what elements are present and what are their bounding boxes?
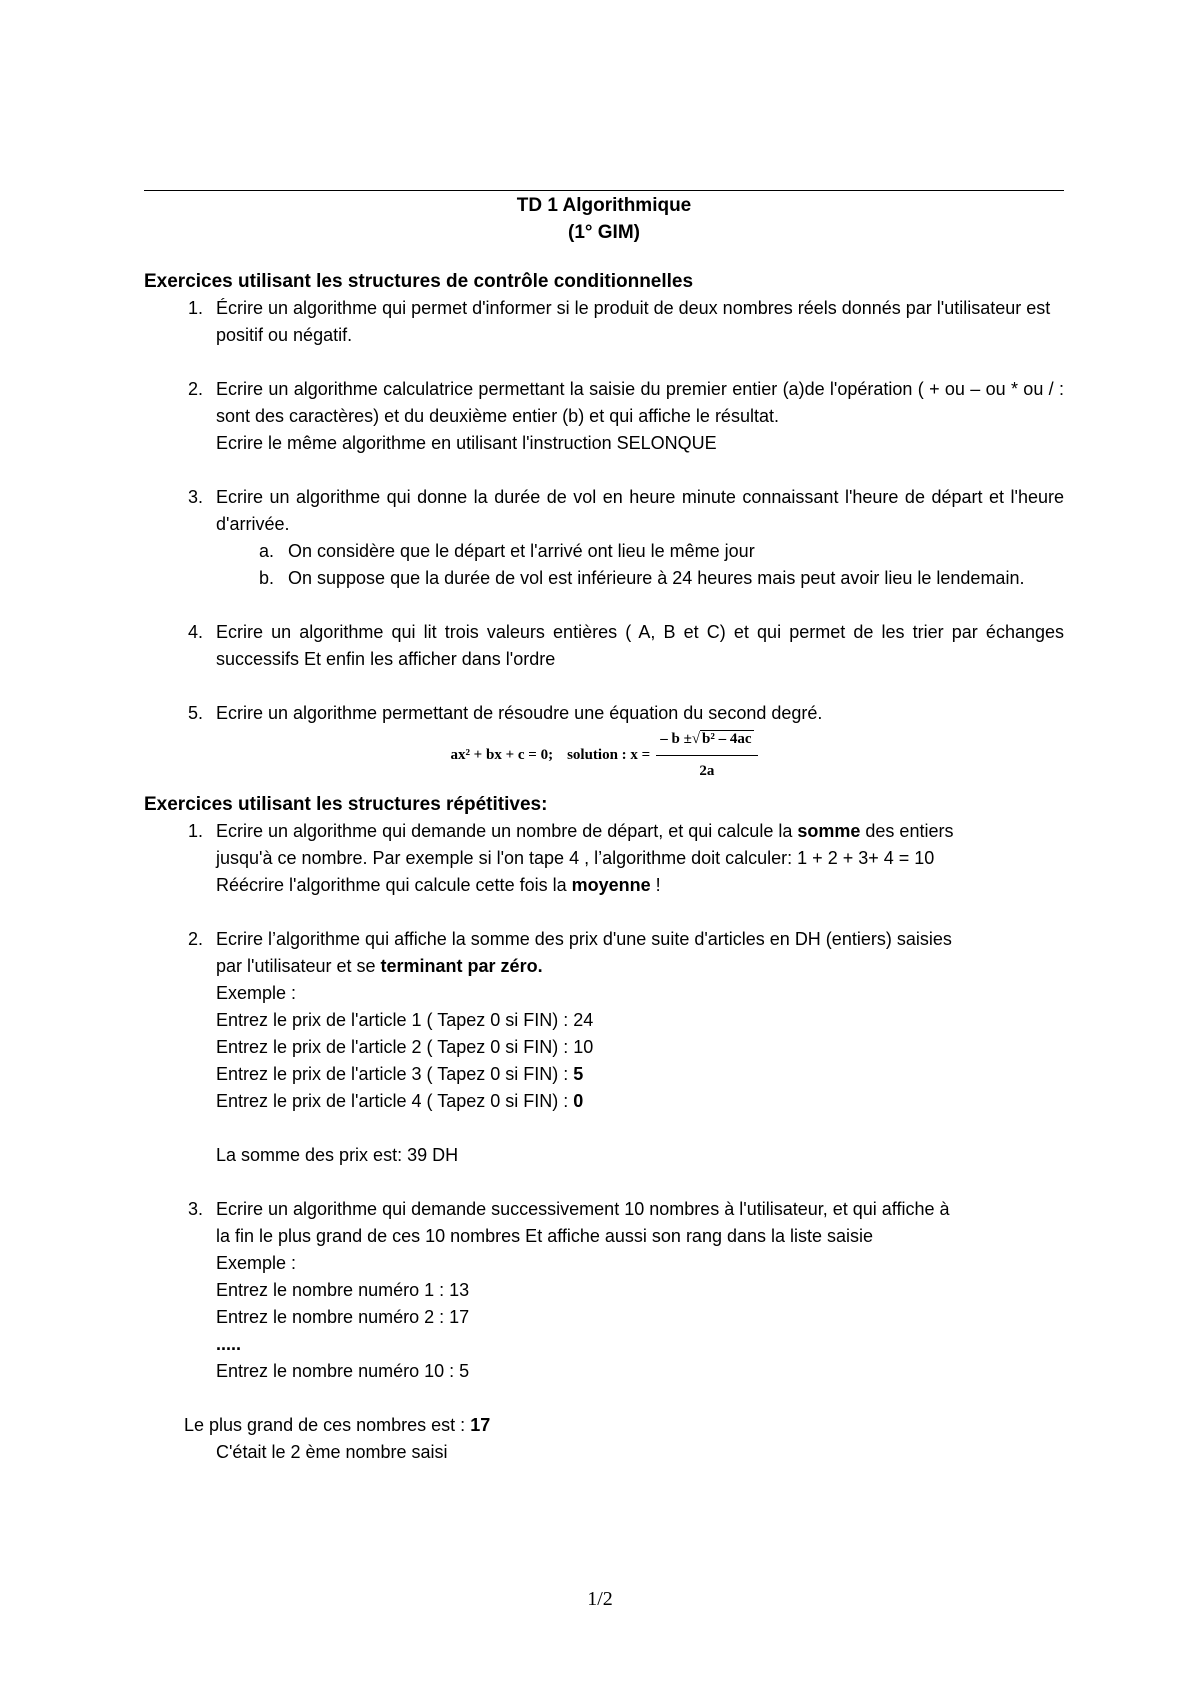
example-line: Entrez le prix de l'article 4 ( Tapez 0 si FIN) : 0 <box>216 1091 584 1111</box>
bold-text: terminant par zéro <box>380 956 538 976</box>
exercise-number: 1. <box>187 298 203 318</box>
exercise-number: 3. <box>187 487 203 507</box>
exercise-text: Ecrire un algorithme qui lit trois valeurs entières ( A, B et C) et qui permet de les trier par échanges successifs Et enfin les afficher dans l'ordre <box>216 622 1064 669</box>
exercise-text: la fin le plus grand de ces 10 nombres Et affiche aussi son rang dans la liste saisie <box>216 1226 874 1246</box>
example-result-rank: C'était le 2 ème nombre saisi <box>216 1442 448 1462</box>
exercise-2-2 <box>144 926 1064 1169</box>
example-result-max: Le plus grand de ces nombres est : 17 <box>184 1415 491 1435</box>
section-heading-conditional: Exercices utilisant les structures de contrôle conditionnelles <box>144 271 694 292</box>
document-subtitle: (1° GIM) <box>568 222 640 243</box>
example-line: Entrez le prix de l'article 1 ( Tapez 0 si FIN) : 24 <box>216 1010 594 1030</box>
subitem-label: b. <box>258 568 274 588</box>
exercise-1-3 <box>144 484 1064 592</box>
example-label: Exemple : <box>216 983 297 1003</box>
formula-fraction: $\frac{\text{– b ±√ b² – 4ac}}{2a}$ <box>656 726 757 785</box>
exercise-text: Ecrire un algorithme qui donne la durée de vol en heure minute connaissant l'heure de départ et l'heure d'arrivée. <box>216 487 1064 534</box>
bold-text: somme <box>797 821 861 841</box>
exercise-text: Ecrire un algorithme calculatrice permettant la saisie du premier entier (a)de l'opération ( + ou – ou * ou / : sont des caractères) et du deuxième entier (b) et qui affiche le résultat. <box>216 379 1064 426</box>
formula-solution-label: solution : x = <box>567 746 651 763</box>
subitem-b <box>216 565 1064 592</box>
text-fragment: . <box>537 956 543 976</box>
exercise-number: 2. <box>187 929 203 949</box>
bold-text: moyenne <box>571 875 651 895</box>
text-fragment: Ecrire un algorithme qui demande un nombre de départ, et qui calcule la <box>216 821 793 841</box>
exercise-1-2 <box>144 376 1064 457</box>
page-number: 1/2 <box>587 1588 613 1610</box>
example-line: Entrez le prix de l'article 3 ( Tapez 0 si FIN) : 5 <box>216 1064 584 1084</box>
subitem-text: On suppose que la durée de vol est inférieure à 24 heures mais peut avoir lieu le lendemain. <box>288 568 1025 588</box>
subitem-a <box>216 538 1064 565</box>
text-fragment: Réécrire l'algorithme qui calcule cette fois la <box>216 875 567 895</box>
text-fragment: par l'utilisateur et se <box>216 956 376 976</box>
formula-numerator-a: – b ± <box>660 730 692 747</box>
exercise-number: 1. <box>187 821 203 841</box>
formula-denominator: 2a <box>699 762 715 779</box>
exercise-1-4 <box>144 619 1064 673</box>
exercise-number: 5. <box>187 703 203 723</box>
example-label: Exemple : <box>216 1253 297 1273</box>
example-line: Entrez le nombre numéro 1 : 13 <box>216 1280 470 1300</box>
example-result: La somme des prix est: 39 DH <box>216 1145 459 1165</box>
exercise-text: jusqu'à ce nombre. Par exemple si l'on tape 4 , l’algorithme doit calculer: 1 + 2 + 3+ 4 = 10 <box>216 848 935 868</box>
exercise-2-1 <box>144 818 1064 899</box>
header-rule <box>144 190 1064 191</box>
formula-numerator-b: b² – 4ac <box>702 730 752 747</box>
example-line: Entrez le nombre numéro 10 : 5 <box>216 1361 470 1381</box>
exercise-number: 3. <box>187 1199 203 1219</box>
exercise-text: Ecrire un algorithme permettant de résoudre une équation du second degré. <box>216 703 823 723</box>
exercise-1-1 <box>144 295 1064 349</box>
exercise-extra: Ecrire le même algorithme en utilisant l'instruction SELONQUE <box>216 433 717 453</box>
formula-equation: ax² + bx + c = 0; <box>450 746 554 763</box>
text-fragment: des entiers <box>865 821 954 841</box>
exercise-number: 4. <box>187 622 203 642</box>
document-body <box>144 268 1064 1466</box>
section-heading-repetitive: Exercices utilisant les structures répétitives: <box>144 794 548 815</box>
text-fragment: ! <box>655 875 661 895</box>
exercise-text: Ecrire l’algorithme qui affiche la somme des prix d'une suite d'articles en DH (entiers) saisies <box>216 929 952 949</box>
example-line: Entrez le prix de l'article 2 ( Tapez 0 si FIN) : 10 <box>216 1037 594 1057</box>
subitem-label: a. <box>258 541 274 561</box>
document-title: TD 1 Algorithmique <box>516 195 692 216</box>
example-ellipsis: ..... <box>216 1334 242 1354</box>
exercise-number: 2. <box>187 379 203 399</box>
exercise-2-3 <box>144 1196 1064 1385</box>
subitem-text: On considère que le départ et l'arrivé ont lieu le même jour <box>288 541 755 561</box>
exercise-text: Écrire un algorithme qui permet d'informer si le produit de deux nombres réels donnés par l'utilisateur est positif ou négatif. <box>216 298 1051 345</box>
example-line: Entrez le nombre numéro 2 : 17 <box>216 1307 470 1327</box>
exercise-text: Ecrire un algorithme qui demande successivement 10 nombres à l'utilisateur, et qui affiche à <box>216 1199 950 1219</box>
exercise-1-5 <box>144 700 1064 727</box>
quadratic-formula <box>144 727 1064 783</box>
